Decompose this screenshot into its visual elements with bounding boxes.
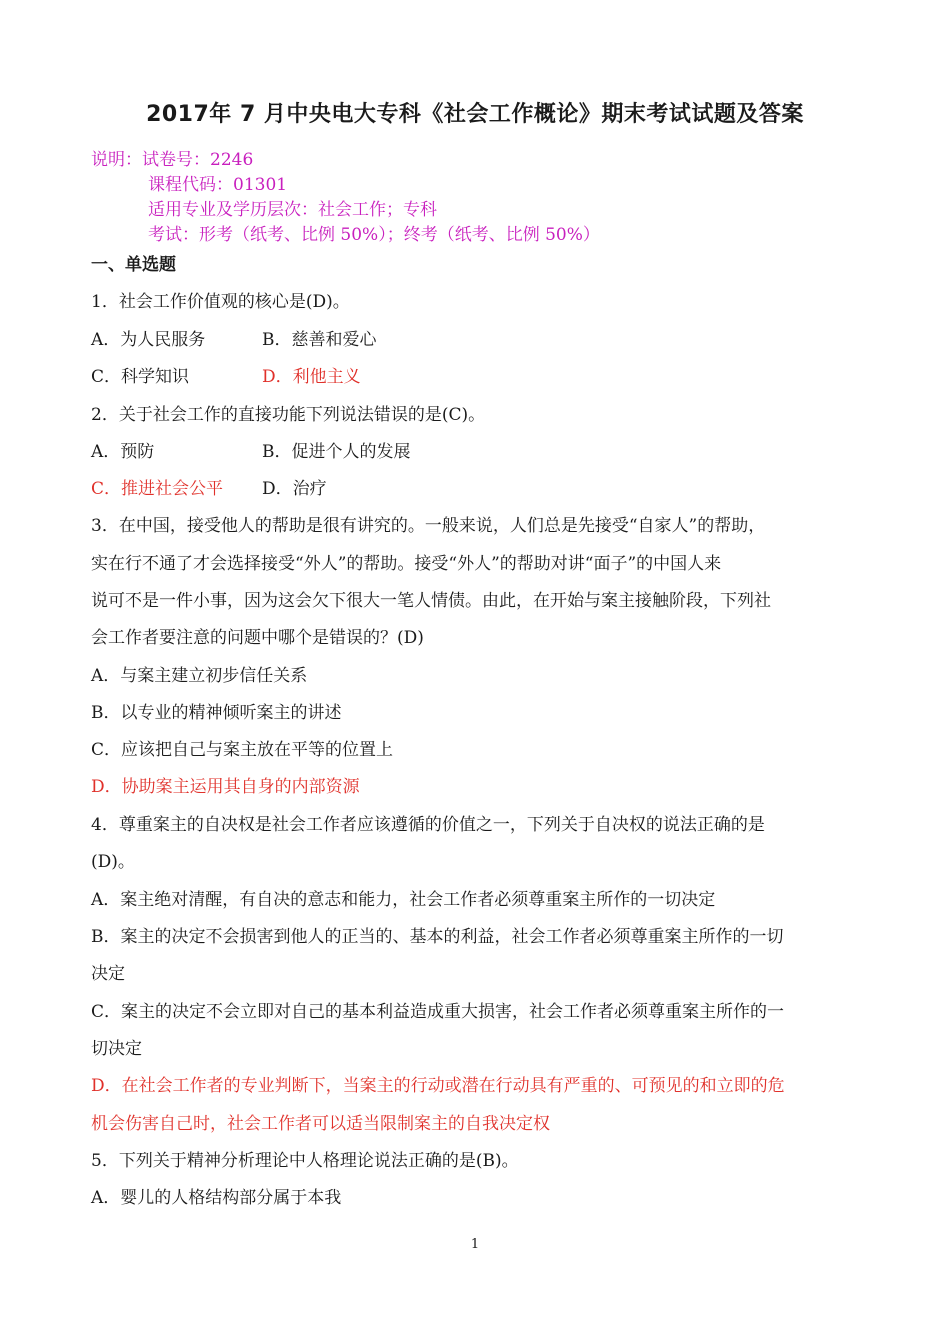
- question-2-option-d: D．治疗: [262, 479, 327, 499]
- page-title: 2017年 7 月中央电大专科《社会工作概论》期末考试试题及答案: [146, 102, 804, 127]
- question-1-option-b: B．慈善和爱心: [262, 330, 377, 350]
- question-4-option-c-line-1: C．案主的决定不会立即对自己的基本利益造成重大损害，社会工作者必须尊重案主所作的一: [91, 1002, 785, 1022]
- question-1-option-a: A．为人民服务: [91, 330, 206, 350]
- question-4-option-c-line-2: 切决定: [91, 1039, 142, 1059]
- page-number: 1: [470, 1237, 480, 1252]
- question-3-option-b: B．以专业的精神倾听案主的讲述: [91, 703, 342, 723]
- question-1-option-c: C．科学知识: [91, 367, 190, 387]
- question-4-stem-line-1: 4．尊重案主的自决权是社会工作者应该遵循的价值之一，下列关于自决权的说法正确的是: [91, 815, 765, 835]
- question-4-option-d-answer-line-1: D．在社会工作者的专业判断下，当案主的行动或潜在行动具有严重的、可预见的和立即的危: [91, 1076, 785, 1096]
- meta-exam-form: 考试：形考（纸考、比例 50%）；终考（纸考、比例 50%）: [148, 225, 600, 245]
- question-4-option-b-line-2: 决定: [91, 964, 125, 984]
- question-1-option-d-answer: D．利他主义: [262, 367, 361, 387]
- question-2-option-b: B．促进个人的发展: [262, 442, 411, 462]
- section-heading: 一、单选题: [91, 255, 176, 275]
- question-4-stem-line-2: (D)。: [91, 852, 135, 872]
- question-1-stem: 1．社会工作价值观的核心是(D)。: [91, 292, 350, 312]
- question-5-option-a: A．婴儿的人格结构部分属于本我: [91, 1188, 342, 1208]
- question-2-option-a: A．预防: [91, 442, 155, 462]
- question-3-option-a: A．与案主建立初步信任关系: [91, 666, 308, 686]
- meta-course-code: 课程代码：01301: [148, 175, 288, 195]
- question-3-stem-line-1: 3．在中国，接受他人的帮助是很有讲究的。一般来说，人们总是先接受“自家人”的帮助，: [91, 516, 766, 536]
- question-4-option-b-line-1: B．案主的决定不会损害到他人的正当的、基本的利益，社会工作者必须尊重案主所作的一切: [91, 927, 784, 947]
- meta-exam-number: 说明：试卷号：2246: [91, 150, 254, 170]
- meta-major-level: 适用专业及学历层次：社会工作；专科: [148, 200, 437, 220]
- question-4-option-a: A．案主绝对清醒，有自决的意志和能力，社会工作者必须尊重案主所作的一切决定: [91, 890, 716, 910]
- question-2-stem: 2．关于社会工作的直接功能下列说法错误的是(C)。: [91, 405, 486, 425]
- question-3-option-c: C．应该把自己与案主放在平等的位置上: [91, 740, 394, 760]
- question-3-option-d-answer: D．协助案主运用其自身的内部资源: [91, 777, 360, 797]
- question-4-option-d-answer-line-2: 机会伤害自己时，社会工作者可以适当限制案主的自我决定权: [91, 1114, 550, 1134]
- question-5-stem: 5．下列关于精神分析理论中人格理论说法正确的是(B)。: [91, 1151, 519, 1171]
- question-2-option-c-answer: C．推进社会公平: [91, 479, 224, 499]
- question-3-stem-line-4: 会工作者要注意的问题中哪个是错误的？(D): [91, 628, 424, 648]
- question-3-stem-line-3: 说可不是一件小事，因为这会欠下很大一笔人情债。由此，在开始与案主接触阶段，下列社: [91, 591, 771, 611]
- question-3-stem-line-2: 实在行不通了才会选择接受“外人”的帮助。接受“外人”的帮助对讲“面子”的中国人来: [91, 554, 722, 574]
